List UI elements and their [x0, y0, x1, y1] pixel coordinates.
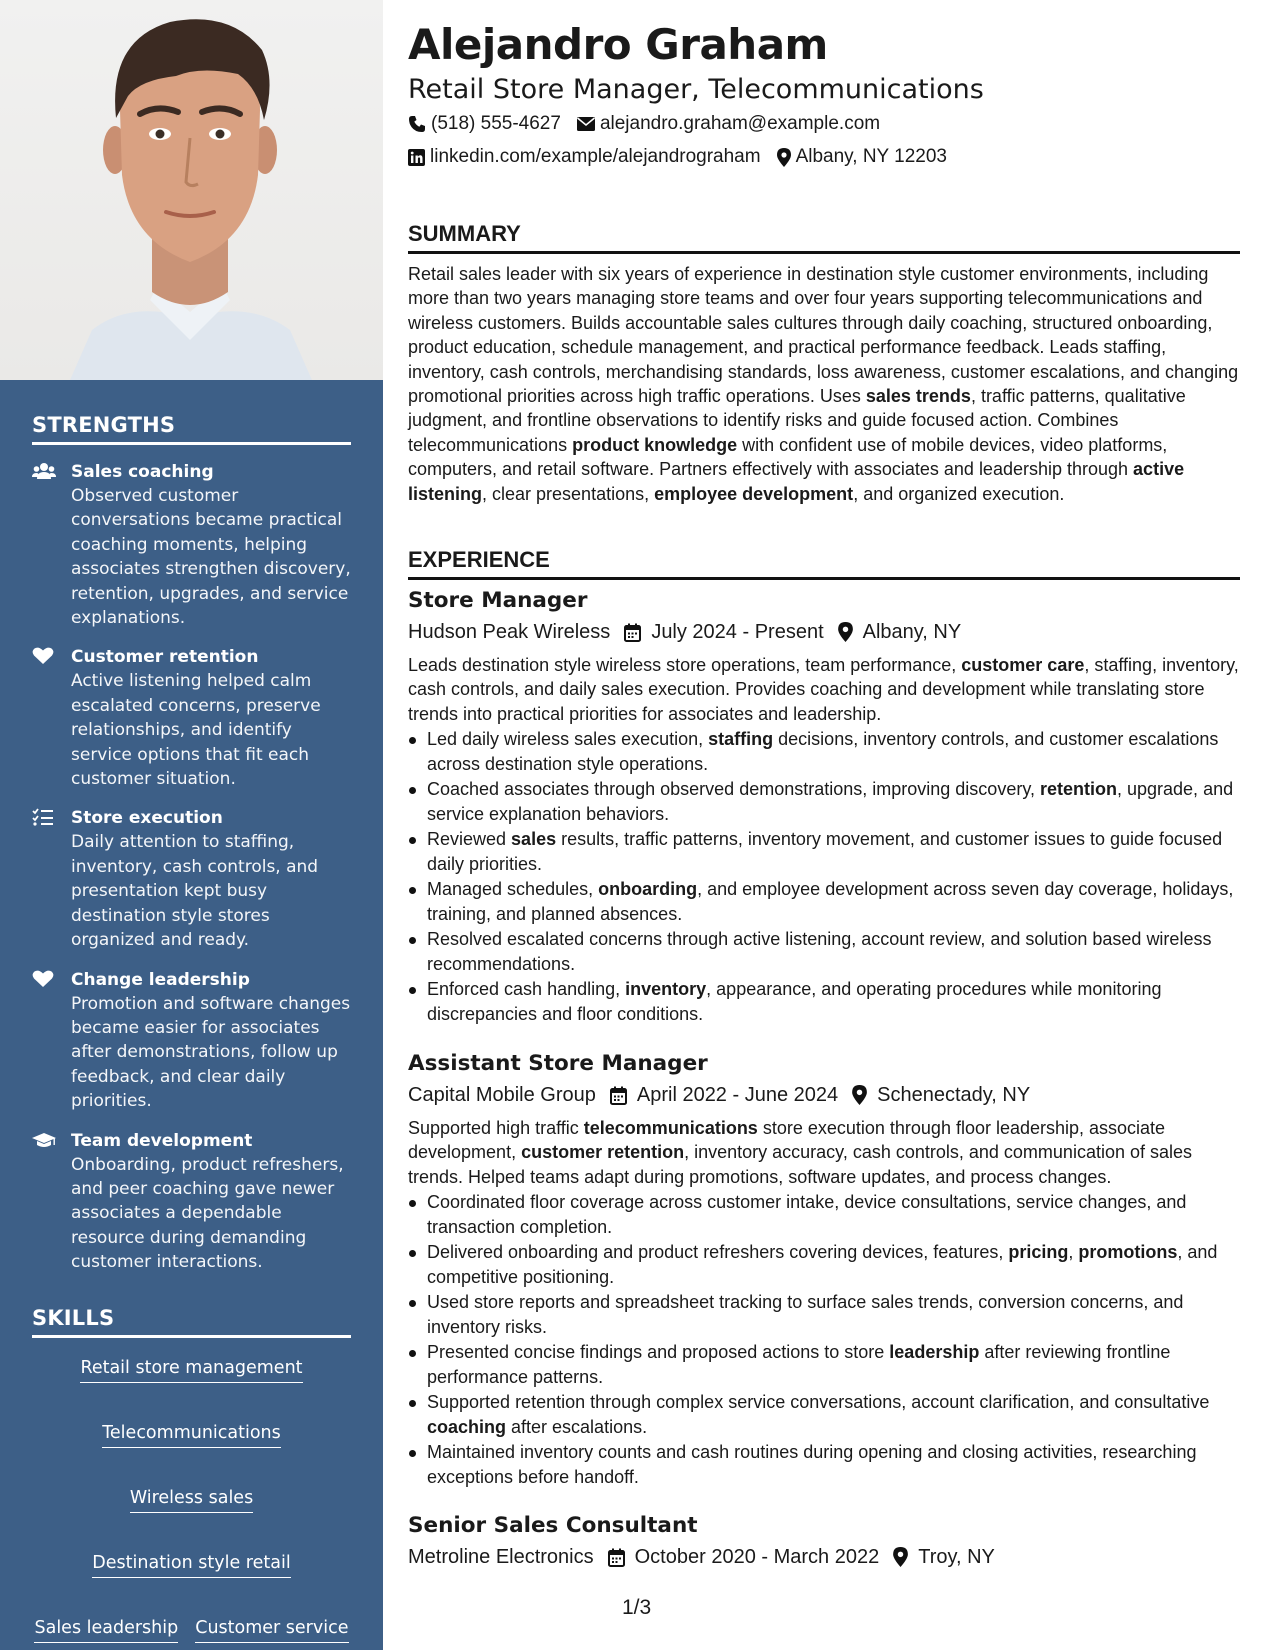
text-run: Presented concise findings and proposed actions to store — [427, 1342, 890, 1363]
skill-tag: Sales leadership — [34, 1616, 178, 1643]
bold-keyword: inventory — [625, 979, 707, 1000]
job-description — [408, 653, 1240, 726]
contact-linkedin[interactable] — [408, 146, 761, 168]
skill-tag: Customer service — [195, 1616, 348, 1643]
strength-title: Customer retention — [71, 647, 259, 668]
experience-title: EXPERIENCE — [408, 547, 1240, 580]
bold-keyword: pricing — [1008, 1242, 1069, 1263]
bullet-item — [408, 1390, 1240, 1439]
bullet-item — [408, 1240, 1240, 1289]
job-dates-text: October 2020 - March 2022 — [634, 1546, 880, 1568]
bold-keyword: telecommunications — [583, 1118, 758, 1138]
text-run: Reviewed — [427, 829, 512, 850]
bold-keyword: active listening — [408, 459, 1185, 504]
sidebar — [0, 0, 383, 1650]
job-description — [408, 1116, 1240, 1189]
location-text: Albany, NY 12203 — [795, 146, 947, 167]
strength-title: Team development — [71, 1130, 253, 1151]
job-dates-text: April 2022 - June 2024 — [636, 1084, 839, 1106]
bullet-dot — [409, 1300, 416, 1307]
bold-keyword: leadership — [889, 1342, 980, 1363]
job-location — [893, 1544, 995, 1570]
strength-item — [32, 1129, 357, 1275]
job-title: Assistant Store Manager — [408, 1051, 708, 1076]
job-meta — [408, 619, 1240, 645]
bullet-dot — [409, 837, 416, 844]
text-run: after escalations. — [506, 1416, 648, 1437]
strength-description: Active listening helped calm escalated concerns, preserve relationships, and identify service options that fit each customer situation. — [71, 671, 321, 790]
bullet-dot — [409, 1450, 416, 1457]
bold-keyword: coaching — [427, 1416, 507, 1437]
job-dates — [624, 619, 823, 645]
heart-icon — [32, 970, 56, 988]
strength-description: Onboarding, product refreshers, and peer coaching gave newer associates a dependable resource during demanding customer interactions. — [71, 1154, 344, 1273]
job-company: Hudson Peak Wireless — [408, 621, 611, 643]
skill-tag: Retail store management — [80, 1356, 302, 1383]
strength-description: Daily attention to staffing, inventory, cash controls, and presentation kept busy destination style stores organized and ready. — [71, 832, 319, 951]
job-meta — [408, 1082, 1240, 1108]
bullet-item — [408, 827, 1240, 876]
text-run: , inventory accuracy, cash controls, and communication of sales trends. Helped teams adapt during promotions, software updates, and process changes. — [408, 1142, 1193, 1187]
text-run: , clear presentations, — [482, 483, 655, 504]
skill-tag: Wireless sales — [130, 1486, 253, 1513]
users-icon — [32, 462, 56, 480]
text-run: Retail sales leader with six years of experience in destination style customer environments, including more than two years managing store teams and over four years supporting telecommunications and wireless customers. Builds accountable sales cultures through daily coaching, structured onboarding, product education, schedule management, and practical performance feedback. Leads staffing, inventory, cash controls, merchandising standards, loss awareness, customer escalations, and changing promotional priorities across high traffic operations. Uses — [408, 264, 1239, 407]
summary-title: SUMMARY — [408, 221, 1240, 254]
calendar-icon — [610, 1086, 627, 1105]
bullet-item — [408, 1190, 1240, 1239]
job-entry — [408, 587, 1240, 1027]
bullet-dot — [409, 737, 416, 744]
text-run: results, traffic patterns, inventory movement, and customer issues to guide focused daily priorities. — [427, 829, 1223, 874]
contact-location — [777, 146, 947, 168]
strength-description: Observed customer conversations became practical coaching moments, helping associates strengthen discovery, retention, upgrades, and service explanations. — [71, 486, 351, 629]
strength-item — [32, 968, 357, 1114]
text-run: , traffic patterns, qualitative judgment, and frontline observations to identify risks and guide focused action. Combines telecommunications — [408, 386, 1186, 455]
bold-keyword: customer retention — [521, 1142, 685, 1163]
bullet-item — [408, 727, 1240, 776]
bullet-dot — [409, 987, 416, 994]
strength-item — [32, 460, 357, 630]
bullet-item — [408, 977, 1240, 1026]
profile-photo — [0, 0, 383, 380]
job-entry — [408, 1512, 1240, 1570]
text-run: Supported high traffic — [408, 1118, 584, 1138]
strengths-title: STRENGTHS — [32, 413, 351, 445]
job-dates — [610, 1082, 838, 1108]
contact-row — [408, 146, 963, 168]
bullet-item — [408, 877, 1240, 926]
bold-keyword: sales trends — [865, 386, 971, 407]
bullet-dot — [409, 1200, 416, 1207]
text-run: , upgrade, and service explanation behaviors. — [427, 779, 1234, 824]
text-run: after reviewing frontline performance patterns. — [427, 1342, 1171, 1387]
text-run: Enforced cash handling, — [427, 979, 626, 1000]
job-location-text: Schenectady, NY — [877, 1084, 1031, 1106]
envelope-icon — [577, 117, 595, 131]
text-run: , and organized execution. — [853, 483, 1065, 504]
page-number: 1/3 — [622, 1596, 652, 1619]
bold-keyword: employee development — [654, 483, 854, 504]
strength-title: Change leadership — [71, 969, 250, 990]
text-run: Coached associates through observed demonstrations, improving discovery, — [427, 779, 1040, 800]
contact-row — [408, 113, 896, 135]
bullet-item — [408, 777, 1240, 826]
bullet-dot — [409, 937, 416, 944]
heart-icon — [32, 647, 56, 665]
strength-description: Promotion and software changes became easier for associates after demonstrations, follow up feedback, and clear daily priorities. — [71, 993, 351, 1112]
bullet-item — [408, 1290, 1240, 1339]
linkedin-icon — [408, 149, 425, 166]
job-location-text: Albany, NY — [862, 621, 962, 643]
candidate-name: Alejandro Graham — [408, 20, 828, 69]
bullet-dot — [409, 787, 416, 794]
bullet-item — [408, 927, 1240, 976]
bold-keyword: promotions — [1078, 1242, 1178, 1263]
skill-tag: Telecommunications — [102, 1421, 281, 1448]
bullet-dot — [409, 887, 416, 894]
strengths-list — [32, 460, 357, 1290]
job-title: Store Manager — [408, 588, 588, 613]
text-run: with confident use of mobile devices, video platforms, computers, and retail software. Partners effectively with associates and leadership through — [408, 434, 1168, 480]
job-dates-text: July 2024 - Present — [651, 621, 824, 643]
bold-keyword: retention — [1039, 779, 1117, 800]
strength-title: Store execution — [71, 808, 223, 829]
skill-tag: Destination style retail — [92, 1551, 290, 1578]
job-bullets — [408, 727, 1240, 1026]
bold-keyword: sales — [511, 829, 557, 850]
job-meta — [408, 1544, 1240, 1570]
phone-number: (518) 555-4627 — [431, 113, 561, 134]
text-run: decisions, inventory controls, and customer escalations across destination style operations. — [427, 729, 1219, 774]
job-location — [838, 619, 962, 645]
bullet-dot — [409, 1250, 416, 1257]
text-run: Resolved escalated concerns through active listening, account review, and solution based wireless recommendations. — [427, 929, 1212, 974]
bullet-dot — [409, 1400, 416, 1407]
bullet-item — [408, 1340, 1240, 1389]
job-dates — [608, 1544, 880, 1570]
text-run: Leads destination style wireless store operations, team performance, — [408, 655, 962, 675]
strength-item — [32, 806, 357, 952]
job-title: Senior Sales Consultant — [408, 1513, 698, 1538]
job-company: Metroline Electronics — [408, 1546, 594, 1568]
checklist-icon — [32, 808, 56, 826]
text-run: , — [1068, 1242, 1079, 1263]
map-pin-icon — [852, 1085, 867, 1105]
map-pin-icon — [893, 1547, 908, 1567]
graduation-cap-icon — [32, 1131, 56, 1149]
candidate-headline: Retail Store Manager, Telecommunications — [408, 74, 984, 105]
linkedin-url: linkedin.com/example/alejandrograham — [430, 146, 761, 167]
text-run: store execution through floor leadership, associate development, — [408, 1118, 1166, 1163]
text-run: Maintained inventory counts and cash routines during opening and closing activities, researching exceptions before handoff. — [427, 1442, 1197, 1487]
bullet-item — [408, 1440, 1240, 1489]
bold-keyword: onboarding — [598, 879, 698, 900]
text-run: Supported retention through complex service conversations, account clarification, and consultative — [427, 1392, 1210, 1413]
text-run: Used store reports and spreadsheet tracking to surface sales trends, conversion concerns, and inventory risks. — [427, 1292, 1184, 1337]
skills-title: SKILLS — [32, 1306, 351, 1338]
text-run: Managed schedules, — [427, 879, 599, 900]
bold-keyword: customer care — [961, 655, 1085, 675]
bold-keyword: product knowledge — [572, 434, 738, 455]
calendar-icon — [608, 1548, 625, 1567]
job-location — [852, 1082, 1030, 1108]
email-address: alejandro.graham@example.com — [599, 113, 881, 134]
strength-title: Sales coaching — [71, 462, 214, 482]
bullet-dot — [409, 1350, 416, 1357]
job-company: Capital Mobile Group — [408, 1084, 596, 1106]
phone-icon — [408, 115, 426, 133]
map-pin-icon — [838, 622, 853, 642]
text-run: Delivered onboarding and product refreshers covering devices, features, — [427, 1242, 1009, 1263]
bold-keyword: staffing — [708, 729, 774, 750]
text-run: , appearance, and operating procedures while monitoring discrepancies and floor conditions. — [427, 979, 1162, 1024]
strength-item — [32, 645, 357, 791]
map-pin-icon — [777, 148, 791, 167]
job-location-text: Troy, NY — [918, 1546, 995, 1568]
text-run: , staffing, inventory, cash controls, and daily sales execution. Provides coaching and development while translating store trends into practical priorities for associates and leadership. — [408, 655, 1239, 724]
summary-text — [408, 262, 1240, 506]
text-run: Coordinated floor coverage across customer intake, device consultations, service changes, and transaction completion. — [427, 1192, 1187, 1237]
contact-phone[interactable] — [408, 113, 561, 135]
skills-list — [32, 1356, 351, 1643]
job-bullets — [408, 1190, 1240, 1489]
contact-email[interactable] — [577, 113, 880, 135]
job-entry — [408, 1050, 1240, 1490]
text-run: , and competitive positioning. — [427, 1242, 1218, 1287]
text-run: Led daily wireless sales execution, — [427, 729, 709, 750]
calendar-icon — [624, 623, 641, 642]
text-run: , and employee development across seven day coverage, holidays, training, and planned absences. — [427, 879, 1234, 924]
